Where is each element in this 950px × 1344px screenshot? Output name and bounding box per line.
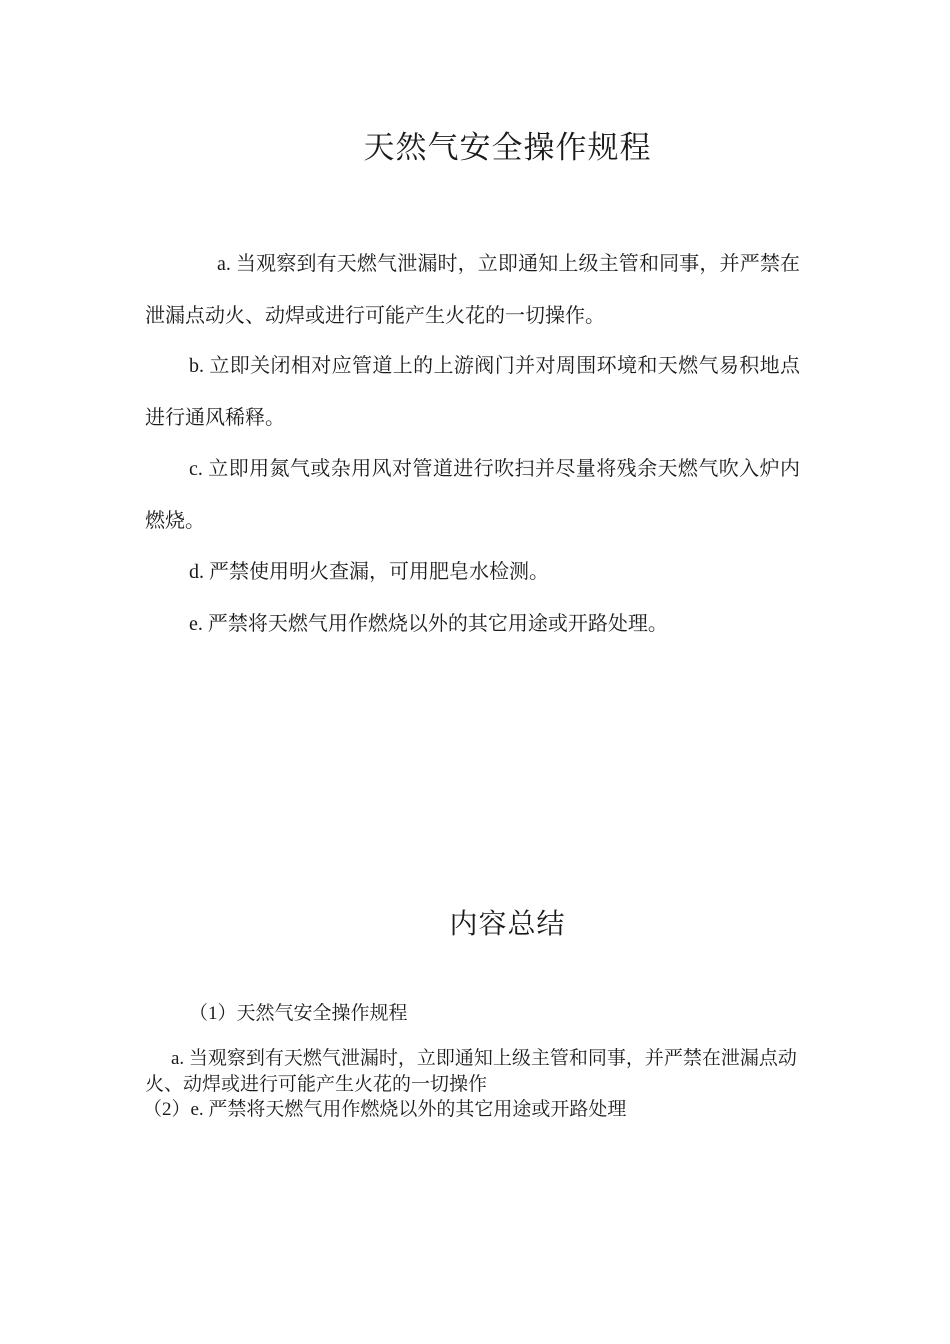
- paragraph-c: c. 立即用氮气或杂用风对管道进行吹扫并尽量将残余天燃气吹入炉内燃烧。: [145, 458, 800, 532]
- paragraph-d: d. 严禁使用明火查漏，可用肥皂水检测。: [189, 561, 549, 583]
- summary-item-1: （1）天然气安全操作规程: [189, 1003, 408, 1024]
- document-title: 天然气安全操作规程: [363, 130, 652, 165]
- paragraph-b: b. 立即关闭相对应管道上的上游阀门并对周围环境和天燃气易积地点进行通风稀释。: [145, 355, 800, 429]
- paragraph-a: a. 当观察到有天燃气泄漏时，立即通知上级主管和同事，并严禁在泄漏点动火、动焊或进行可能产生火花的一切操作。: [145, 253, 800, 327]
- summary-item-1-detail: a. 当观察到有天燃气泄漏时，立即通知上级主管和同事，并严禁在泄漏点动火、动焊或进行可能产生火花的一切操作: [145, 1048, 797, 1095]
- summary-title: 内容总结: [449, 909, 566, 940]
- summary-item-2: （2）e. 严禁将天燃气用作燃烧以外的其它用途或开路处理: [143, 1099, 627, 1120]
- paragraph-e: e. 严禁将天燃气用作燃烧以外的其它用途或开路处理。: [189, 613, 668, 635]
